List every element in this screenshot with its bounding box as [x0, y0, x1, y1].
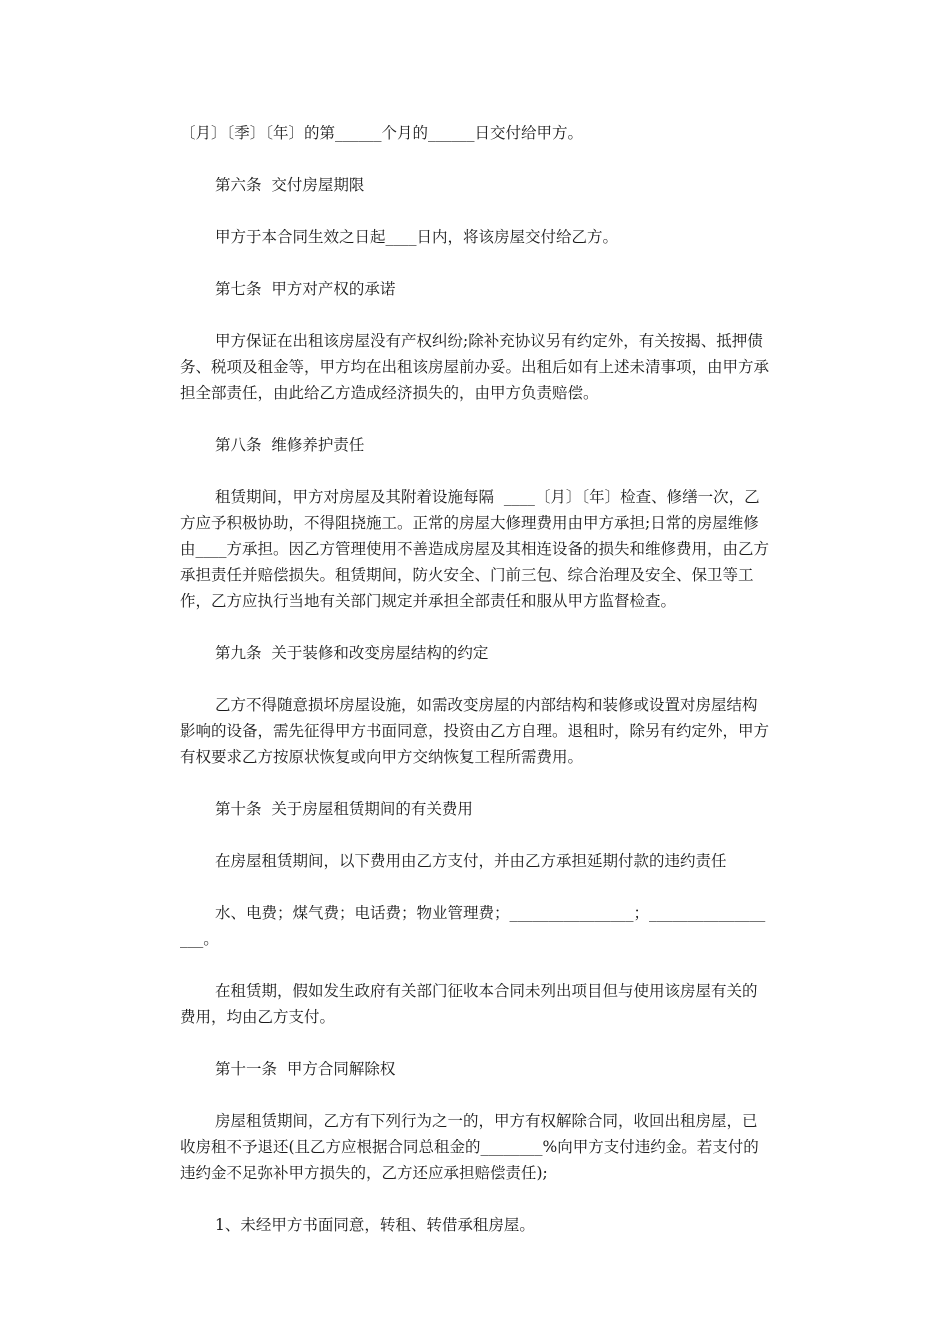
article-11-body: 房屋租赁期间，乙方有下列行为之一的，甲方有权解除合同，收回出租房屋，已收房租不予退还(且乙方应根据合同总租金的________%向甲方支付违约金。若支付的违约金不足弥补甲方损失的，乙方还应承担赔偿责任); — [180, 1112, 759, 1182]
article-10-heading: 第十条 关于房屋租赁期间的有关费用 — [215, 800, 473, 818]
document-page — [180, 120, 772, 1238]
article-10-body: 在房屋租赁期间，以下费用由乙方支付，并由乙方承担延期付款的违约责任 — [215, 852, 727, 870]
article-9-body: 乙方不得随意损坏房屋设施，如需改变房屋的内部结构和装修或设置对房屋结构影响的设备，需先征得甲方书面同意，投资由乙方自理。退租时，除另有约定外，甲方有权要求乙方按原状恢复或向甲方交纳恢复工程所需费用。 — [180, 696, 770, 766]
article-10-government-fees: 在租赁期，假如发生政府有关部门征收本合同未列出项目但与使用该房屋有关的费用，均由乙方支付。 — [180, 982, 758, 1026]
article-7-body: 甲方保证在出租该房屋没有产权纠纷;除补充协议另有约定外，有关按揭、抵押债务、税项及租金等，甲方均在出租该房屋前办妥。出租后如有上述未清事项，由甲方承担全部责任，由此给乙方造成经济损失的，由甲方负责赔偿。 — [180, 332, 770, 402]
article-10-fee-list: 水、电费；煤气费；电话费；物业管理费；________________；__________________。 — [180, 904, 766, 948]
article-11-heading: 第十一条 甲方合同解除权 — [215, 1060, 396, 1078]
article-6-heading: 第六条 交付房屋期限 — [215, 176, 365, 194]
article-6-body: 甲方于本合同生效之日起____日内，将该房屋交付给乙方。 — [215, 228, 619, 246]
article-9-heading: 第九条 关于装修和改变房屋结构的约定 — [215, 644, 489, 662]
article-8-body: 租赁期间，甲方对房屋及其附着设施每隔 ____〔月〕〔年〕检查、修缮一次，乙方应予积极协助，不得阻挠施工。正常的房屋大修理费用由甲方承担;日常的房屋维修由____方承担。因乙方管理使用不善造成房屋及其相连设备的损失和维修费用，由乙方承担责任并赔偿损失。租赁期间，防火安全、门前三包、综合治理及安全、保卫等工作，乙方应执行当地有关部门规定并承担全部责任和服从甲方监督检查。 — [180, 488, 770, 610]
article-8-heading: 第八条 维修养护责任 — [215, 436, 365, 454]
article-11-item-1: 1、未经甲方书面同意，转租、转借承租房屋。 — [215, 1216, 535, 1234]
paragraph-delivery-date: 〔月〕〔季〕〔年〕的第______个月的______日交付给甲方。 — [180, 124, 584, 142]
article-7-heading: 第七条 甲方对产权的承诺 — [215, 280, 396, 298]
